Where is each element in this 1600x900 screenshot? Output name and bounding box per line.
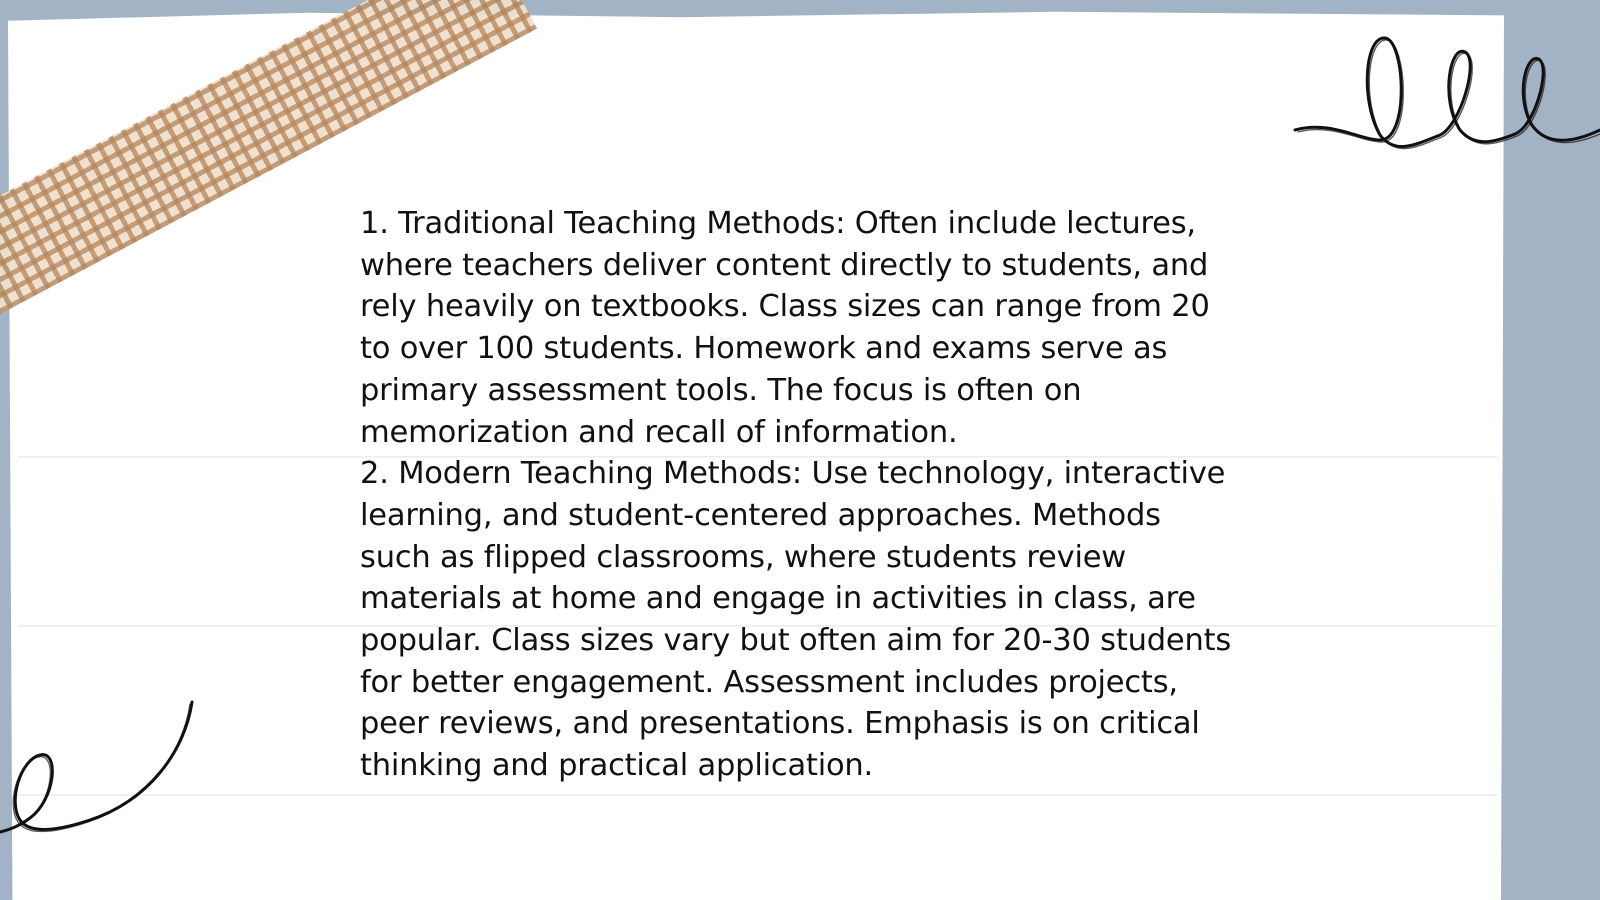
loop-swirl-icon [0, 690, 200, 850]
main-text-block [360, 203, 1240, 787]
loop-swirl-icon [1290, 30, 1600, 165]
modern-methods-paragraph: 2. Modern Teaching Methods: Use technology, interactive learning, and student-centered approaches. Methods such as flipped classrooms, where students review materials at home and engage in activities in class, are popular. Class sizes vary but often aim for 20-30 students for better engagement. Assessment includes projects, peer reviews, and presentations. Emphasis is on critical thinking and practical application. [360, 456, 1232, 784]
paper-rule-line [18, 794, 1498, 796]
traditional-methods-paragraph: 1. Traditional Teaching Methods: Often include lectures, where teachers deliver content directly to students, and rely heavily on textbooks. Class sizes can range from 20 to over 100 students. Homework and exams serve as primary assessment tools. The focus is often on memorization and recall of information. [360, 206, 1210, 450]
